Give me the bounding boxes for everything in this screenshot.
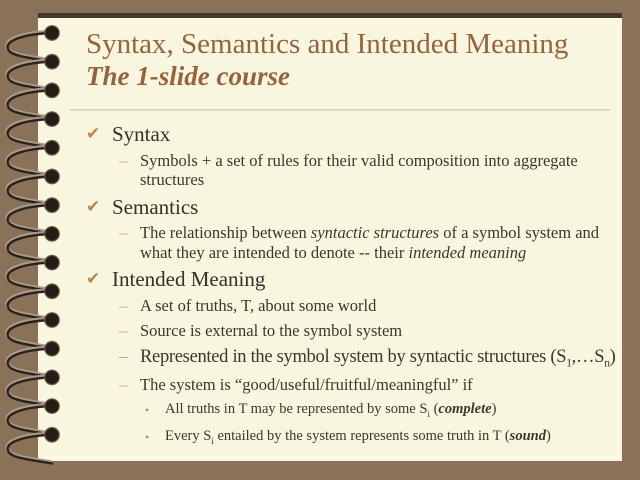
- bullet-item-level-3: [145, 428, 616, 445]
- page-subtitle: The 1-slide course: [86, 61, 290, 92]
- page-title: Syntax, Semantics and Intended Meaning: [86, 28, 569, 60]
- title-block: [86, 28, 616, 92]
- bullet-item-level-2: [119, 223, 616, 262]
- bullet-item-level-2: [119, 151, 616, 190]
- bullet-text: Semantics: [112, 194, 199, 219]
- bullet-item-level-2: [119, 296, 616, 315]
- bullet-text: Intended Meaning: [112, 267, 266, 292]
- bullet-text: Source is external to the symbol system: [140, 320, 403, 340]
- dash-icon: –: [119, 374, 128, 394]
- bullet-text: The system is “good/useful/fruitful/meaningful” if: [140, 374, 473, 394]
- bullet-item-level-2: [119, 321, 616, 340]
- bullet-list: [86, 119, 616, 449]
- bullet-text: Symbols + a set of rules for their valid composition into aggregate structures: [140, 150, 578, 190]
- dash-icon: –: [119, 347, 128, 368]
- bullet-text: All truths in T may be represented by some $S_i$ (complete): [165, 401, 497, 420]
- bullet-text: Every $S_i$ entailed by the system represents some truth in T (sound): [165, 427, 551, 446]
- dash-icon: –: [119, 320, 128, 340]
- title-separator: [70, 109, 610, 111]
- bullet-text: Represented in the symbol system by syntactic structures $(S_1,\dots S_n)$: [140, 347, 616, 370]
- checkmark-icon: ✔: [86, 196, 101, 217]
- checkmark-icon: ✔: [86, 124, 101, 144]
- bullet-item-level-1: [86, 122, 616, 147]
- checkmark-icon: ✔: [86, 269, 101, 290]
- bullet-item-level-1: [86, 195, 616, 220]
- dot-icon: •: [145, 403, 150, 418]
- spiral-binding: [0, 0, 76, 480]
- dash-icon: –: [119, 150, 128, 170]
- dash-icon: –: [119, 296, 128, 316]
- bullet-text: The relationship between syntactic structures of a symbol system and what they are intended to denote -- their intended meaning: [140, 223, 600, 262]
- bullet-item-level-3: [145, 401, 616, 418]
- bullet-item-level-1: [86, 267, 616, 292]
- dot-icon: •: [145, 429, 150, 444]
- dash-icon: –: [119, 223, 128, 243]
- bullet-item-level-2: [119, 375, 616, 394]
- bullet-text: Syntax: [112, 122, 171, 146]
- bullet-text: A set of truths, T, about some world: [140, 296, 377, 316]
- spiral-ring: [7, 428, 59, 464]
- bullet-item-level-2: [119, 347, 616, 369]
